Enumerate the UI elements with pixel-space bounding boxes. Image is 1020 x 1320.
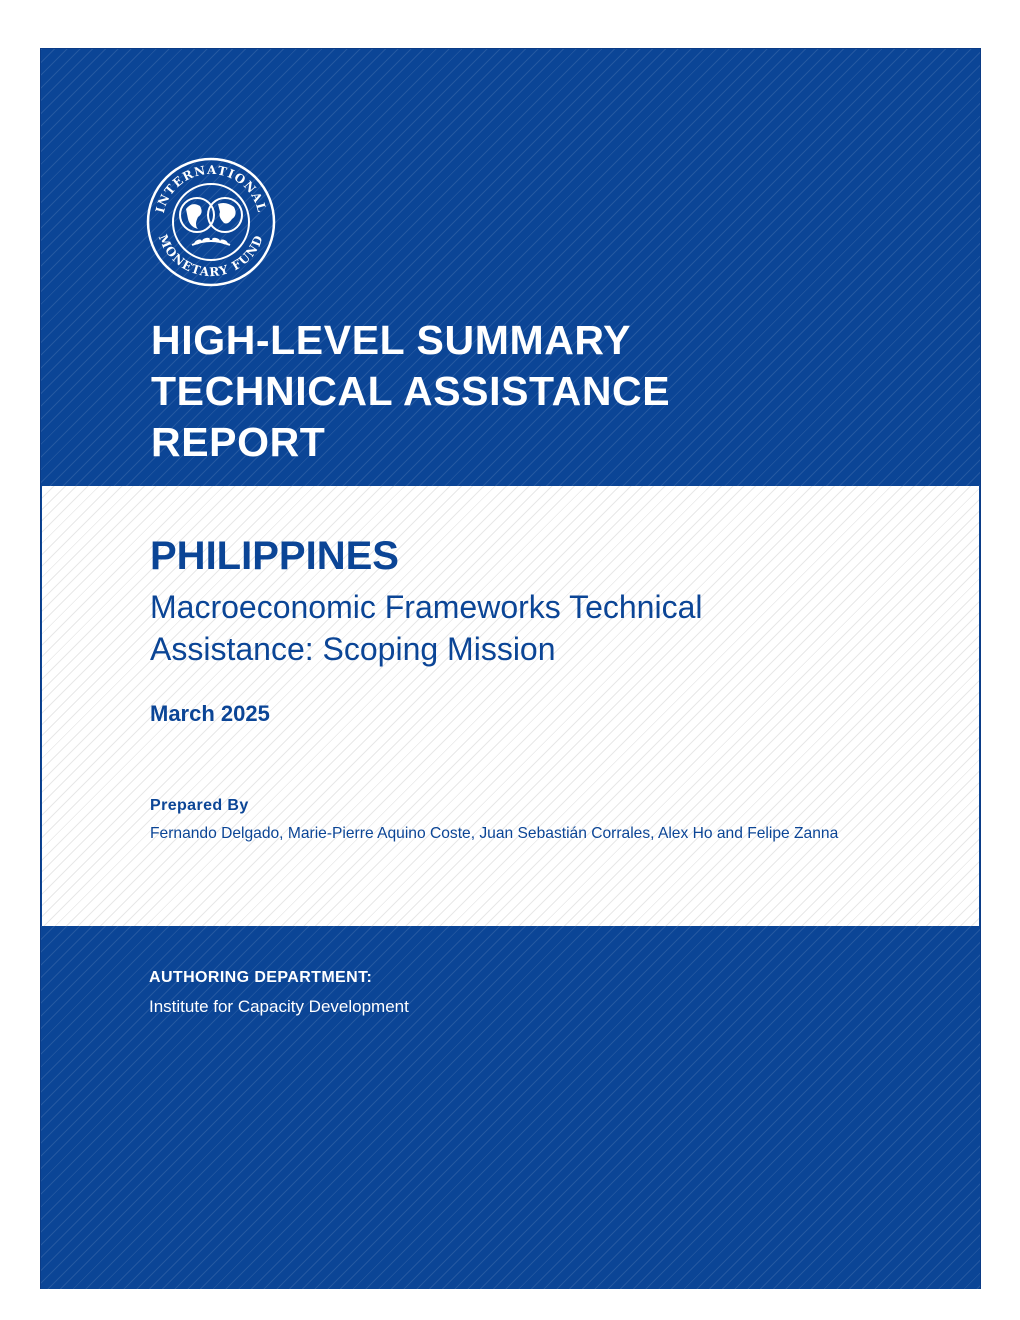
- report-cover: [40, 48, 981, 1289]
- authoring-department-name: Institute for Capacity Development: [149, 997, 409, 1016]
- report-title-line-3: REPORT: [151, 419, 326, 465]
- cover-middle-band: [41, 486, 980, 926]
- country-heading: PHILIPPINES: [150, 534, 399, 578]
- report-date: March 2025: [150, 701, 270, 726]
- imf-seal-icon: [146, 157, 276, 287]
- authoring-department-label: AUTHORING DEPARTMENT:: [149, 969, 373, 986]
- report-title: [151, 315, 670, 468]
- seal-ring-top-text: INTERNATIONAL: [152, 162, 270, 215]
- report-subtitle-line-2: Assistance: Scoping Mission: [150, 631, 556, 667]
- report-title-line-2: TECHNICAL ASSISTANCE: [151, 368, 671, 414]
- cover-bottom-band: [41, 926, 980, 1289]
- report-subtitle: [150, 586, 702, 670]
- authors-list: Fernando Delgado, Marie-Pierre Aquino Coste, Juan Sebastián Corrales, Alex Ho and Felipe Zanna: [150, 825, 839, 842]
- seal-ring-bottom-text: MONETARY FUND: [155, 232, 267, 280]
- cover-top-band: [41, 49, 980, 486]
- report-title-line-1: HIGH-LEVEL SUMMARY: [151, 317, 632, 363]
- prepared-by-label: Prepared By: [150, 797, 249, 814]
- report-subtitle-line-1: Macroeconomic Frameworks Technical: [150, 589, 703, 625]
